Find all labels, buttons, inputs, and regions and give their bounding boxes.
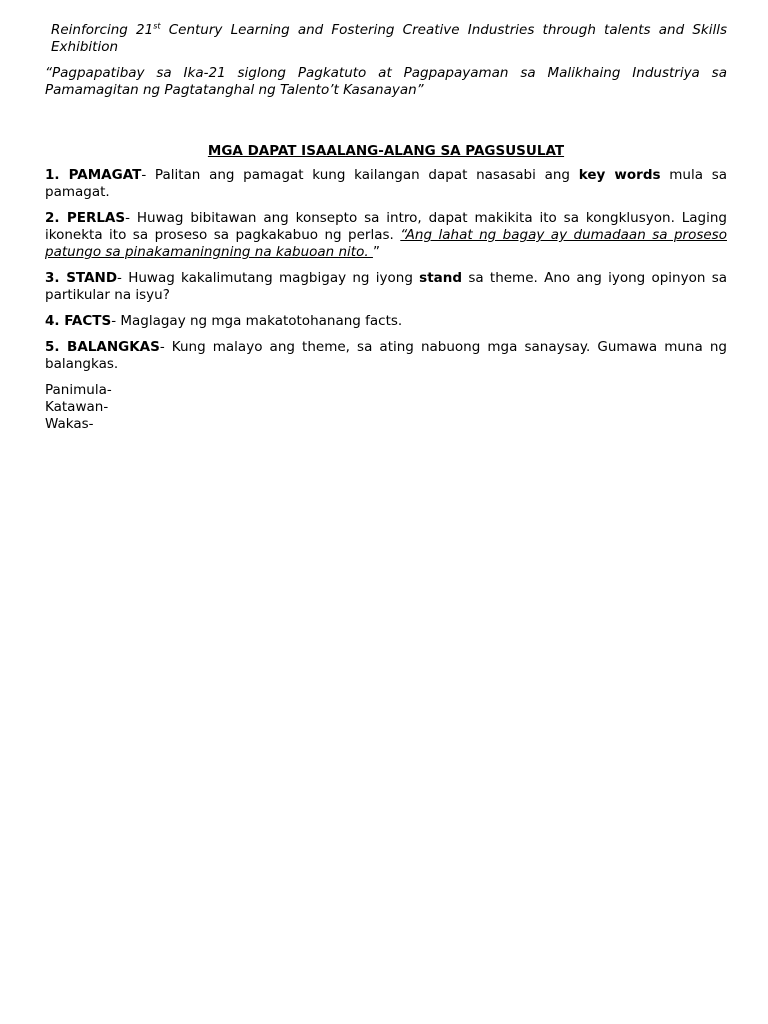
item-text: - Huwag kakalimutang magbigay ng iyong — [117, 270, 420, 286]
header-english-superscript: st — [153, 21, 161, 31]
header-english-text: Reinforcing 21 — [51, 22, 154, 38]
item-facts — [45, 313, 727, 330]
item-quote: “Ang lahat ng bagay ay dumadaan sa proseso patungo sa pinakamaningning na kabuoan nito. — [45, 227, 727, 260]
item-bold-text: stand — [419, 270, 463, 286]
header-english — [45, 22, 727, 56]
outline-item-panimula: Panimula- — [45, 382, 112, 398]
item-balangkas — [45, 339, 727, 373]
item-bold-text: key words — [578, 167, 661, 183]
header-english-text-rest: Century Learning and Fostering Creative Industries through talents and Skills Exhibition — [51, 22, 727, 55]
outline-list — [45, 382, 727, 433]
item-text: ” — [372, 244, 380, 260]
outline-item-katawan: Katawan- — [45, 399, 109, 415]
item-text: - Huwag bibitawan ang konsepto sa intro, dapat makikita ito sa kongklusyon. Laging ikonekta ito sa proseso sa pagkakabuo ng perlas. — [45, 210, 727, 243]
item-label: 4. FACTS — [45, 313, 112, 329]
header-tagalog: “Pagpapatibay sa Ika-21 siglong Pagkatuto at Pagpapayaman sa Malikhaing Industriya sa Pamamagitan ng Pagtatanghal ng Talento’t Kasanayan” — [45, 65, 727, 98]
section-title: MGA DAPAT ISAALANG-ALANG SA PAGSUSULAT — [207, 143, 565, 159]
item-label: 3. STAND — [45, 270, 118, 286]
item-label: 5. BALANGKAS — [45, 339, 160, 355]
item-text: - Maglagay ng mga makatotohanang facts. — [111, 313, 403, 329]
item-label: 1. PAMAGAT — [45, 167, 142, 183]
item-stand — [45, 270, 727, 304]
item-text: sa theme. Ano ang iyong opinyon sa partikular na isyu? — [45, 270, 727, 303]
outline-item-wakas: Wakas- — [45, 416, 94, 432]
item-text: - Palitan ang pamagat kung kailangan dapat nasasabi ang — [141, 167, 579, 183]
item-text: - Kung malayo ang theme, sa ating nabuong mga sanaysay. Gumawa muna ng balangkas. — [45, 339, 727, 372]
item-label: 2. PERLAS — [45, 210, 126, 226]
item-perlas — [45, 210, 727, 261]
item-text: mula sa pamagat. — [45, 167, 728, 200]
item-pamagat — [45, 167, 727, 201]
